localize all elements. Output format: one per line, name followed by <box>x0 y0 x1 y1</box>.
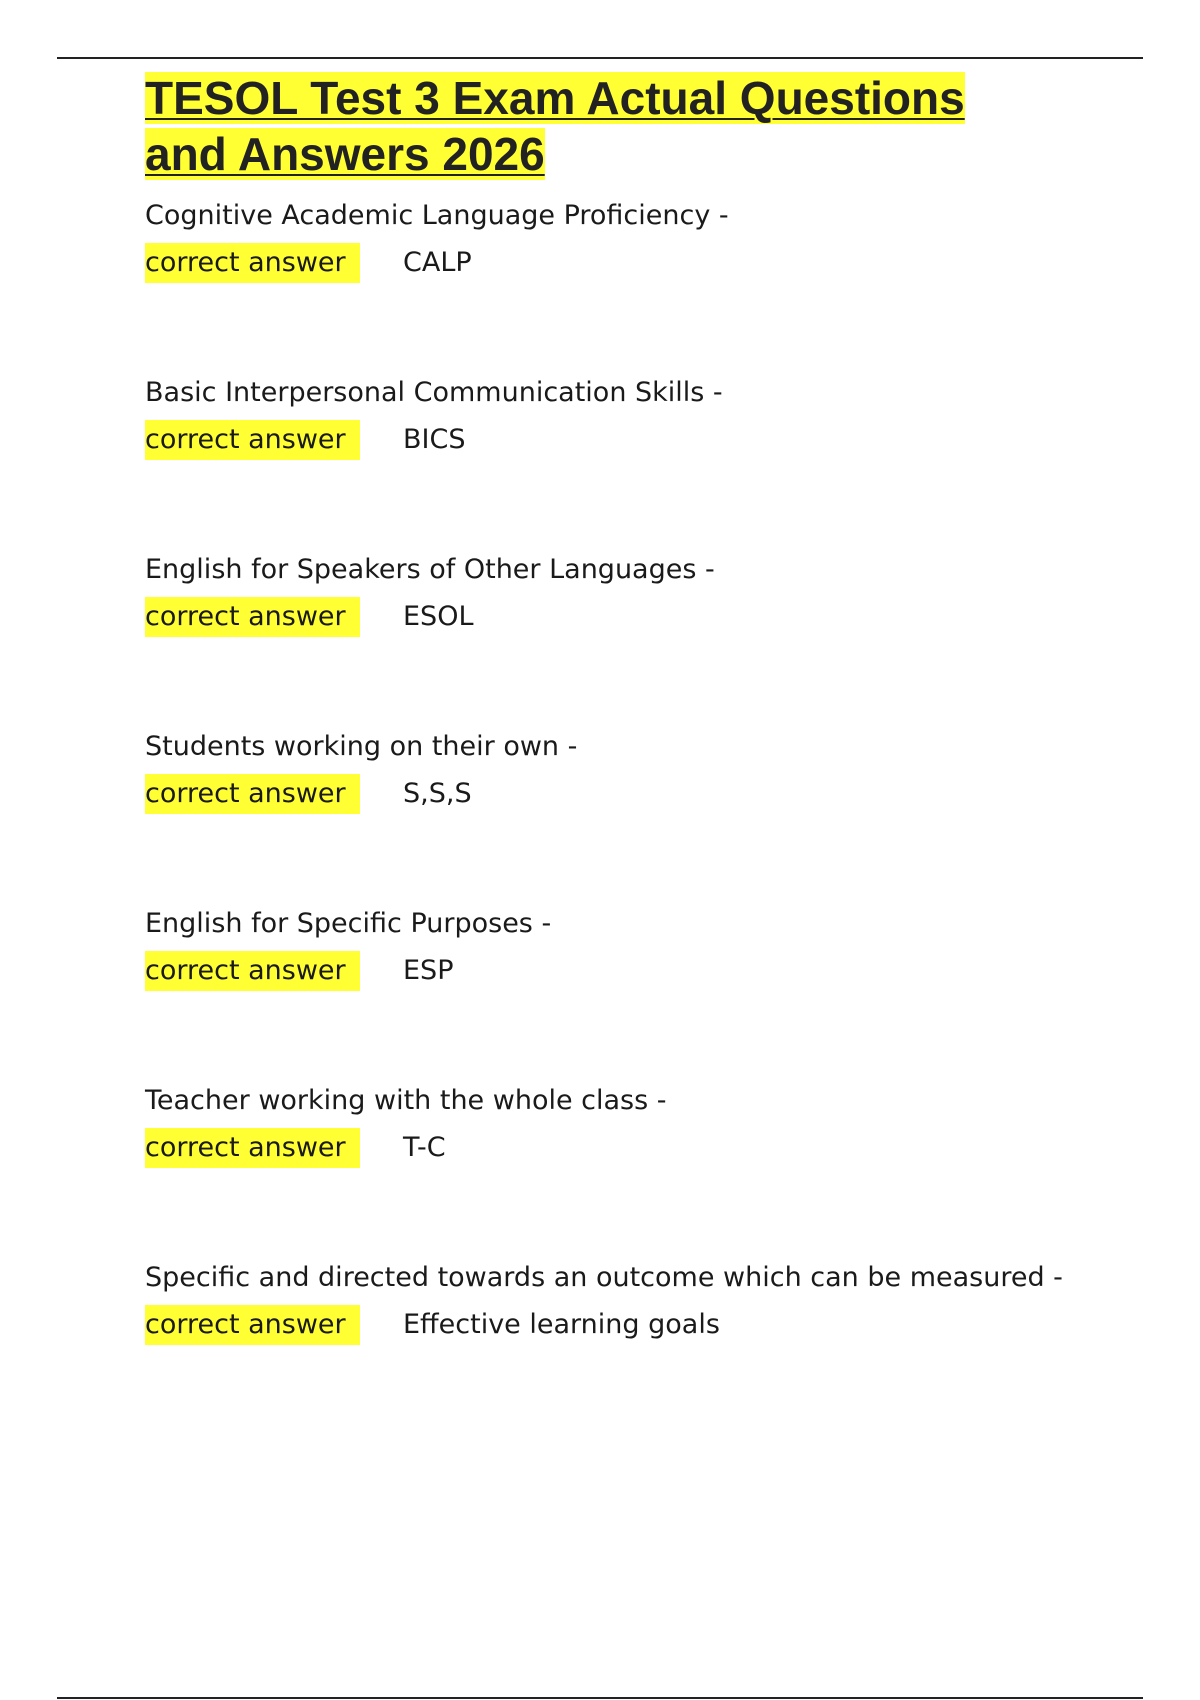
answer-row <box>145 420 1105 460</box>
answer-text: Effective learning goals <box>403 1309 720 1340</box>
qa-item <box>145 904 1105 1081</box>
answer-row <box>145 774 1105 814</box>
answer-label: correct answer <box>145 420 360 460</box>
question-text: Teacher working with the whole class - <box>145 1085 667 1116</box>
answer-row <box>145 1305 1105 1345</box>
title-line: TESOL Test 3 Exam Actual Questions <box>145 72 965 124</box>
answer-text: CALP <box>403 247 472 278</box>
bottom-rule <box>57 1697 1143 1699</box>
answer-label: correct answer <box>145 243 360 283</box>
answer-text: S,S,S <box>403 778 472 809</box>
answer-label: correct answer <box>145 597 360 637</box>
answer-label: correct answer <box>145 1305 360 1345</box>
qa-item <box>145 727 1105 904</box>
question-text: English for Specific Purposes - <box>145 908 552 939</box>
question-text: Specific and directed towards an outcome which can be measured - <box>145 1262 1063 1293</box>
answer-row <box>145 951 1105 991</box>
qa-item <box>145 196 1105 373</box>
question-text: English for Speakers of Other Languages - <box>145 554 715 585</box>
document-body <box>145 70 1105 1435</box>
qa-item <box>145 550 1105 727</box>
document-title <box>145 70 1105 182</box>
answer-row <box>145 597 1105 637</box>
qa-item <box>145 1258 1105 1435</box>
answer-text: ESOL <box>403 601 474 632</box>
question-text: Cognitive Academic Language Proficiency - <box>145 200 729 231</box>
answer-label: correct answer <box>145 951 360 991</box>
answer-label: correct answer <box>145 774 360 814</box>
title-line: and Answers 2026 <box>145 128 545 180</box>
answer-text: T-C <box>403 1132 446 1163</box>
question-text: Basic Interpersonal Communication Skills - <box>145 377 723 408</box>
question-text: Students working on their own - <box>145 731 578 762</box>
answer-text: ESP <box>403 955 454 986</box>
answer-row <box>145 243 1105 283</box>
qa-list <box>145 196 1105 1435</box>
answer-text: BICS <box>403 424 466 455</box>
answer-label: correct answer <box>145 1128 360 1168</box>
answer-row <box>145 1128 1105 1168</box>
top-rule <box>57 57 1143 59</box>
qa-item <box>145 373 1105 550</box>
qa-item <box>145 1081 1105 1258</box>
